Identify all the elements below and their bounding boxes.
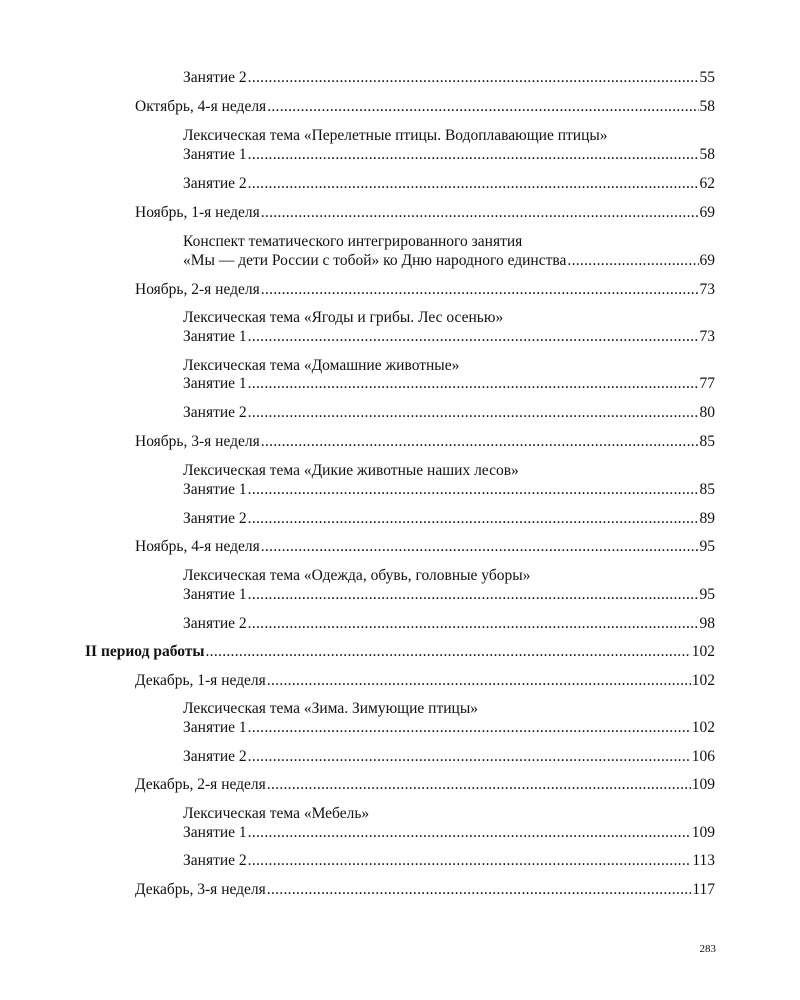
toc-topic-heading: Лексическая тема «Мебель» — [183, 805, 370, 822]
toc-entry-page: 102 — [691, 643, 715, 660]
leader-dots — [206, 642, 691, 662]
toc-entry-page: 80 — [699, 404, 715, 421]
toc-entry-page: 102 — [691, 672, 715, 689]
toc-entry-title: Занятие 1 — [183, 824, 247, 841]
leader-dots — [248, 327, 699, 347]
leader-dots — [248, 374, 699, 394]
leader-dots — [267, 97, 698, 117]
toc-entry-title: Октябрь, 4-я неделя — [135, 98, 267, 115]
toc-entry-page: 106 — [691, 748, 715, 765]
leader-dots — [248, 145, 699, 165]
leader-dots — [248, 747, 691, 767]
leader-dots — [567, 251, 698, 271]
toc-entry-title: Занятие 2 — [183, 510, 247, 527]
toc-entry-page: 85 — [699, 481, 715, 498]
toc-entry-title: Декабрь, 2-я неделя — [135, 776, 266, 793]
leader-dots — [261, 280, 699, 300]
toc-entry-page: 117 — [692, 881, 715, 898]
toc-entry-title: Занятие 2 — [183, 852, 247, 869]
leader-dots — [248, 851, 692, 871]
toc-entry-title: Декабрь, 3-я неделя — [135, 881, 266, 898]
toc-entry — [183, 851, 715, 871]
toc-topic-heading: Лексическая тема «Перелетные птицы. Водоплавающие птицы» — [183, 127, 608, 144]
toc-entry-page: 73 — [699, 328, 715, 345]
toc-entry-page: 69 — [699, 252, 715, 269]
toc-entry-page: 95 — [699, 538, 715, 555]
leader-dots — [248, 509, 699, 529]
toc-entry-page: 113 — [692, 852, 715, 869]
leader-dots — [248, 585, 699, 605]
toc-entry — [183, 718, 715, 738]
toc-section-title: II период работы — [85, 643, 205, 660]
toc-entry-page: 85 — [699, 433, 715, 450]
leader-dots — [267, 880, 692, 900]
toc-entry-title: Занятие 1 — [183, 146, 247, 163]
toc-entry-page: 77 — [699, 375, 715, 392]
toc-entry-title: Занятие 2 — [183, 175, 247, 192]
toc-entry-title: Ноябрь, 1-я неделя — [135, 204, 260, 221]
toc-entry — [135, 203, 715, 223]
leader-dots — [248, 614, 699, 634]
leader-dots — [248, 480, 699, 500]
toc-entry-title: Занятие 2 — [183, 404, 247, 421]
toc-entry — [183, 823, 715, 843]
toc-entry-title: Занятие 2 — [183, 69, 247, 86]
toc-entry — [135, 432, 715, 452]
toc-entry — [135, 280, 715, 300]
leader-dots — [248, 403, 699, 423]
leader-dots — [261, 203, 699, 223]
page-number: 283 — [699, 943, 716, 955]
toc-entry-title: Ноябрь, 4-я неделя — [135, 538, 260, 555]
toc-entry — [183, 585, 715, 605]
toc-entry-title: «Мы — дети России с тобой» ко Дню народного единства — [183, 252, 567, 269]
toc-entry-title: Занятие 1 — [183, 719, 247, 736]
toc-entry — [183, 174, 715, 194]
toc-entry-title: Занятие 1 — [183, 586, 247, 603]
toc-entry — [183, 614, 715, 634]
toc-entry — [135, 537, 715, 557]
leader-dots — [267, 671, 691, 691]
toc-entry-page: 89 — [699, 510, 715, 527]
toc-section-entry — [85, 642, 715, 662]
toc-entry-page: 95 — [699, 586, 715, 603]
toc-topic-heading: Лексическая тема «Одежда, обувь, головные уборы» — [183, 567, 531, 584]
toc-topic-heading: Конспект тематического интегрированного занятия — [183, 233, 523, 250]
toc-topic-heading: Лексическая тема «Ягоды и грибы. Лес осенью» — [183, 309, 504, 326]
leader-dots — [248, 174, 699, 194]
toc-entry-page: 73 — [699, 281, 715, 298]
toc-entry-page: 98 — [699, 615, 715, 632]
leader-dots — [261, 537, 699, 557]
toc-entry-page: 109 — [691, 824, 715, 841]
toc-entry — [183, 68, 715, 88]
toc-topic-heading: Лексическая тема «Дикие животные наших лесов» — [183, 462, 519, 479]
toc-entry — [135, 97, 715, 117]
toc-entry — [183, 480, 715, 500]
toc-entry-page: 58 — [699, 146, 715, 163]
toc-entry — [183, 374, 715, 394]
toc-topic-heading: Лексическая тема «Домашние животные» — [183, 357, 460, 374]
toc-entry-page: 109 — [691, 776, 715, 793]
toc-entry — [183, 251, 715, 271]
toc-entry-page: 58 — [699, 98, 715, 115]
toc-entry-title: Ноябрь, 3-я неделя — [135, 433, 260, 450]
leader-dots — [261, 432, 699, 452]
leader-dots — [248, 68, 699, 88]
toc-entry-title: Занятие 2 — [183, 615, 247, 632]
toc-entry-title: Занятие 2 — [183, 748, 247, 765]
toc-entry — [183, 145, 715, 165]
toc-entry — [183, 747, 715, 767]
toc-entry-page: 102 — [691, 719, 715, 736]
leader-dots — [248, 823, 691, 843]
toc-entry-title: Декабрь, 1-я неделя — [135, 672, 266, 689]
toc-entry-title: Ноябрь, 2-я неделя — [135, 281, 260, 298]
leader-dots — [248, 718, 691, 738]
leader-dots — [267, 775, 691, 795]
toc-entry-page: 55 — [699, 69, 715, 86]
toc-entry-title: Занятие 1 — [183, 328, 247, 345]
toc-entry — [135, 775, 715, 795]
toc-topic-heading: Лексическая тема «Зима. Зимующие птицы» — [183, 700, 478, 717]
toc-entry — [135, 880, 715, 900]
toc-entry-title: Занятие 1 — [183, 375, 247, 392]
toc-entry-page: 62 — [699, 175, 715, 192]
toc-entry-title: Занятие 1 — [183, 481, 247, 498]
toc-entry — [135, 671, 715, 691]
toc-entry — [183, 403, 715, 423]
toc-entry — [183, 509, 715, 529]
toc-entry — [183, 327, 715, 347]
toc-entry-page: 69 — [699, 204, 715, 221]
